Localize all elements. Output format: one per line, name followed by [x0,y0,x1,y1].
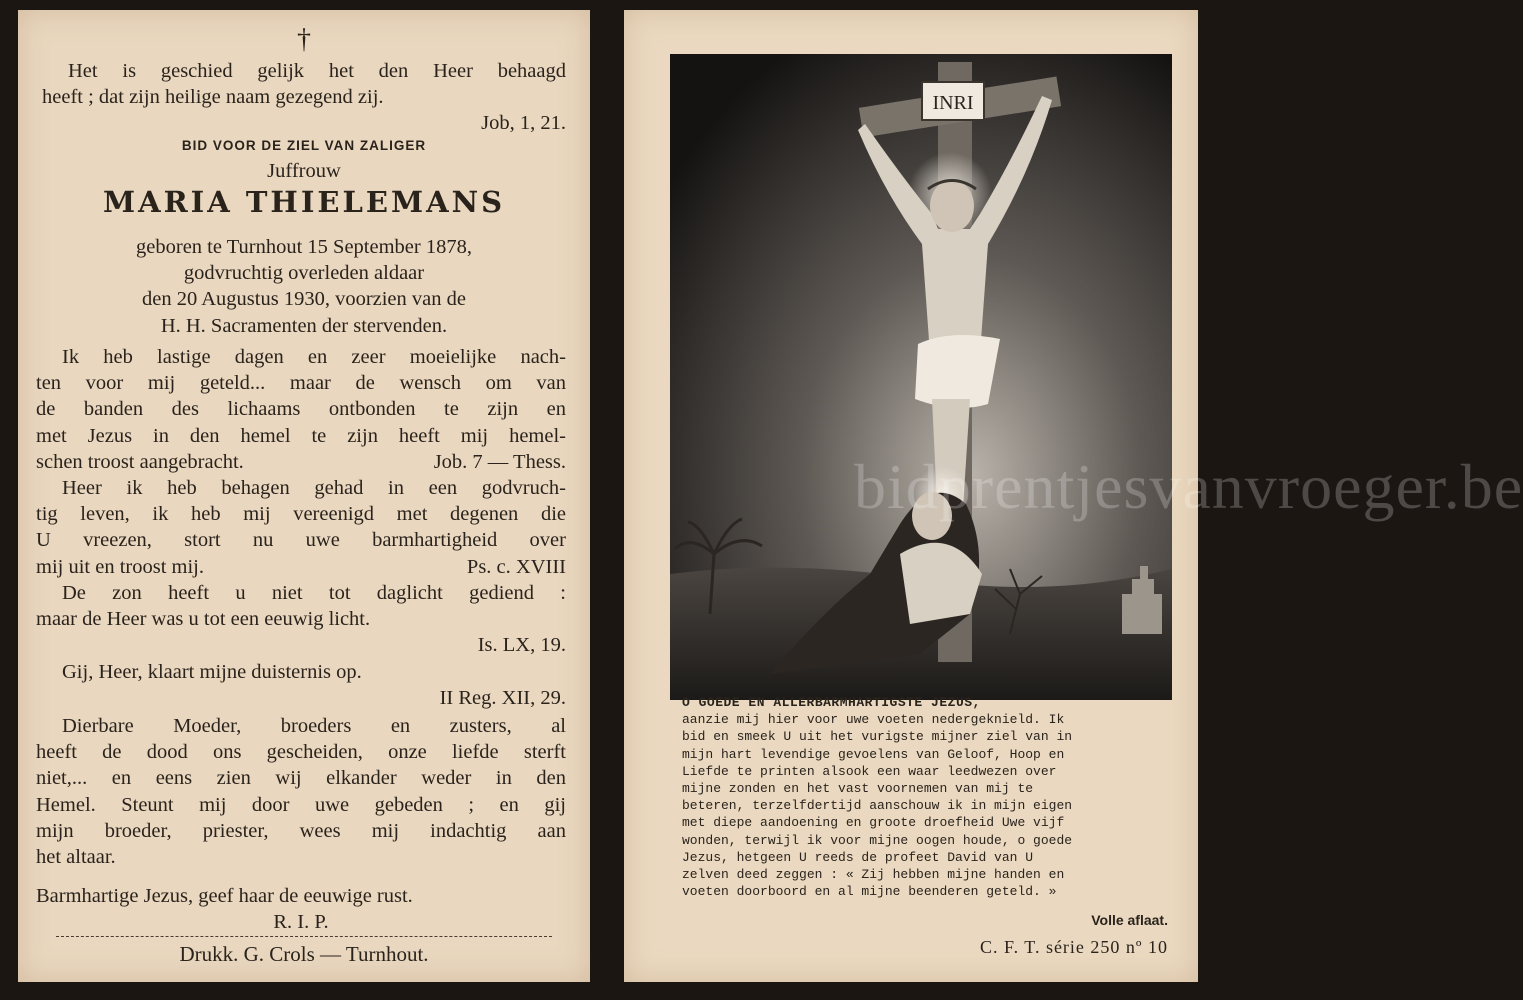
printer-imprint: Drukk. G. Crols — Turnhout. [179,942,429,966]
text-line: Dierbare Moeder, broeders en zusters, al [62,715,566,737]
text-line: de banden des lichaams ontbonden te zijn en [36,398,566,421]
text-line: Heer ik heb behagen gehad in een godvruch- [62,477,566,499]
text-block-2 [36,475,566,580]
crucifixion-illustration [670,54,1172,700]
text-line: Ik heb lastige dagen en zeer moeielijke nach- [62,346,566,368]
bio-line: den 20 Augustus 1930, voorzien van de [142,288,466,311]
text-line: niet,... en eens zien wij elkander weder in den [36,767,566,790]
reference: Job. 7 — Thess. [433,450,566,473]
text-line: U vreezen, stort nu uwe barmhartigheid over [36,529,566,552]
prayer-line: met diepe aandoening en groote droefheid Uwe vijf [682,815,1065,831]
prayer-text [682,694,1170,900]
text-block-3 [36,580,566,659]
prayer-line: wonden, terwijl ik voor mijne oogen houde, o goede [682,832,1073,848]
text-block-4 [36,659,566,711]
text-line-with-ref [36,449,566,475]
closing-block [36,883,566,935]
text-line: De zon heeft u niet tot daglicht gediend : [62,582,566,604]
reference: Ps. c. XVIII [466,555,566,578]
prayer-line: beteren, terzelfdertijd aanschouw ik in mijn eigen [682,798,1073,814]
prayer-heading: O GOEDE EN ALLERBARMHARTIGSTE JEZUS, [682,695,981,710]
reference: II Reg. XII, 29. [439,687,566,710]
prayer-for-heading: BID VOOR DE ZIEL VAN ZALIGER [181,138,427,153]
verse-reference: Job, 1, 21. [481,112,566,135]
text-line: het altaar. [36,846,116,869]
text-line: ten voor mij geteld... maar de wensch om van [36,372,566,395]
prayer-line: mijne zonden en het vast voornemen van mij te [682,781,1034,797]
divider-line [56,936,552,937]
text-line: Hemel. Steunt mij door uwe gebeden ; en gij [36,793,566,816]
memorial-card-left [18,10,590,982]
bio-line: H. H. Sacramenten der stervenden. [160,314,448,337]
memorial-card-right [624,10,1523,982]
series-number: C. F. T. série 250 nº 10 [980,937,1168,957]
text-line: met Jezus in den hemel te zijn heeft mij hemel- [36,424,566,447]
text-line: tig leven, ik heb mij vereenigd met degenen die [36,503,566,526]
watermark: bidprentjesvanvroeger.be [854,451,1523,522]
text-line: Gij, Heer, klaart mijne duisternis op. [62,661,362,683]
verse-line: Het is geschied gelijk het den Heer behaagd [68,60,566,82]
rip: R. I. P. [273,911,329,934]
prayer-line: aanzie mij hier voor uwe voeten nedergeknield. Ik [682,712,1065,728]
reference: Is. LX, 19. [477,634,566,657]
verse-line: heeft ; dat zijn heilige naam gezegend zij. [42,86,384,109]
indulgence-note: Volle aflaat. [1091,912,1168,928]
deceased-name: MARIA THIELEMANS [102,185,506,219]
text-line: mij uit en troost mij. [36,555,204,578]
text-block-5 [36,713,566,870]
prayer-line: Jezus, hetgeen U reeds de profeet David van U [682,849,1034,865]
cross-symbol: † [297,24,311,55]
text-line-with-ref [36,554,566,580]
crucifixion-image [670,54,1172,700]
text-line: heeft de dood ons gescheiden, onze liefde sterft [36,741,566,764]
text-block-1 [36,344,566,475]
prayer-line: voeten doorboord en al mijne beenderen geteld. » [682,884,1057,900]
text-line: schen troost aangebracht. [36,450,244,473]
bio-line: godvruchtig overleden aldaar [183,262,425,285]
opening-verse [36,58,566,137]
text-line: maar de Heer was u tot een eeuwig licht. [36,608,371,631]
inri-sign: INRI [932,92,974,114]
closing-prayer: Barmhartige Jezus, geef haar de eeuwige rust. [36,885,413,907]
prayer-line: zelven deed zeggen : « Zij hebben mijne handen en [682,867,1065,883]
prayer-line: mijn hart levendige gevoelens van Geloof, Hoop en [682,746,1065,762]
prayer-line: bid en smeek U uit het vurigste mijner ziel van in [682,729,1073,745]
prayer-line: Liefde te printen alsook een waar leedwezen over [682,763,1057,779]
text-line: mijn broeder, priester, wees mij indachtig aan [36,819,566,842]
bio-line: geboren te Turnhout 15 September 1878, [136,236,472,258]
deceased-title: Juffrouw [267,160,341,182]
biography [18,234,590,339]
